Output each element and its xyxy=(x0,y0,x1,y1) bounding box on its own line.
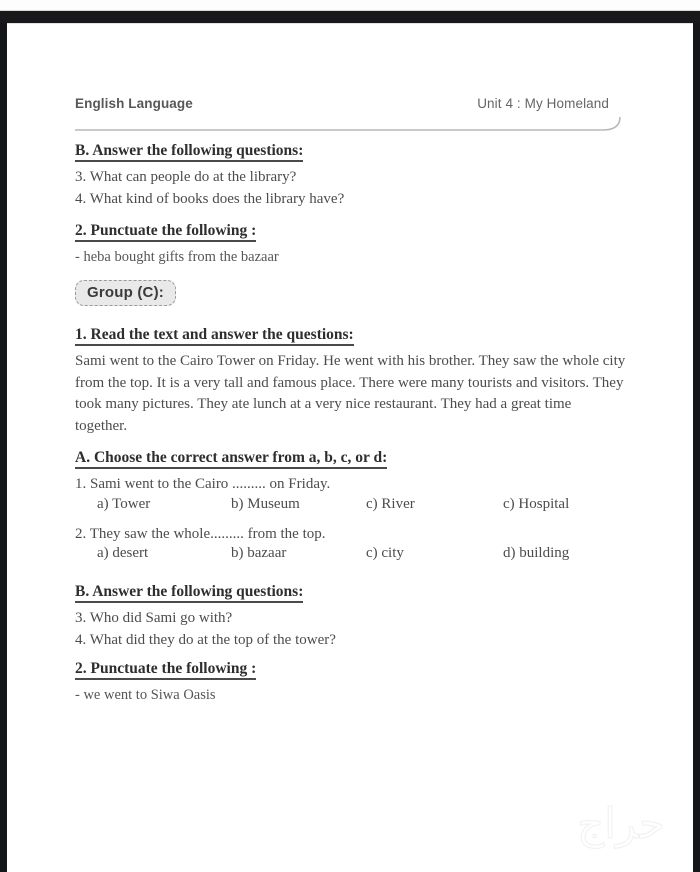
document-header xyxy=(75,96,627,126)
mcq-option[interactable]: c) Hospital xyxy=(503,495,570,512)
question-item: 3. What can people do at the library? xyxy=(75,169,297,186)
heading-punctuate-bottom-row xyxy=(75,660,635,680)
heading-choose-answer: A. Choose the correct answer from a, b, c, or d: xyxy=(75,449,387,469)
mcq-stem: 2. They saw the whole......... from the top. xyxy=(75,525,326,542)
question-item: 4. What kind of books does the library have? xyxy=(75,190,345,207)
heading-punctuate-top-row xyxy=(75,222,635,242)
mcq-option[interactable]: c) River xyxy=(366,495,415,512)
question-item: 3. Who did Sami go with? xyxy=(75,610,233,627)
punctuate-sentence-bottom: - we went to Siwa Oasis xyxy=(75,687,216,704)
heading-answer-questions-bottom-row xyxy=(75,583,635,603)
mcq-option[interactable]: b) bazaar xyxy=(231,544,287,561)
question-item: 4. What did they do at the top of the tower? xyxy=(75,631,336,648)
mcq-options-row xyxy=(75,545,635,567)
unit-title: Unit 4 : My Homeland xyxy=(477,96,609,111)
heading-answer-questions-top: B. Answer the following questions: xyxy=(75,142,303,162)
heading-answer-questions-top-row xyxy=(75,142,635,162)
heading-punctuate-top: 2. Punctuate the following : xyxy=(75,222,256,242)
mcq-option[interactable]: d) building xyxy=(503,544,570,561)
watermark-text: حراج xyxy=(577,799,665,848)
heading-read-text: 1. Read the text and answer the questions: xyxy=(75,326,354,346)
header-rule-bracket xyxy=(75,117,627,139)
group-badge-row xyxy=(75,280,635,306)
mcq-option[interactable]: c) city xyxy=(366,544,404,561)
mcq-stem: 1. Sami went to the Cairo ......... on Friday. xyxy=(75,476,331,493)
frame-top-strip xyxy=(0,0,700,11)
worksheet-page xyxy=(7,23,693,872)
worksheet-content xyxy=(75,142,635,706)
group-c-badge: Group (C): xyxy=(75,280,176,306)
frame-dark-band xyxy=(0,11,700,23)
heading-choose-answer-row xyxy=(75,449,635,469)
haraj-watermark-icon xyxy=(475,792,675,854)
heading-punctuate-bottom: 2. Punctuate the following : xyxy=(75,660,256,680)
subject-title: English Language xyxy=(75,96,193,111)
mcq-option[interactable]: a) desert xyxy=(97,544,149,561)
punctuate-sentence-top: - heba bought gifts from the bazaar xyxy=(75,249,279,266)
reading-passage: Sami went to the Cairo Tower on Friday. He went with his brother. They saw the whole city from the top. It is a very tall and famous place. There were many tourists and visitors. They took many pictures. They ate lunch at a very nice restaurant. They had a great time together. xyxy=(75,353,626,434)
heading-read-text-row xyxy=(75,326,635,346)
mcq-option[interactable]: a) Tower xyxy=(97,495,151,512)
mcq-options-row xyxy=(75,496,635,518)
heading-answer-questions-bottom: B. Answer the following questions: xyxy=(75,583,303,603)
mcq-option[interactable]: b) Museum xyxy=(231,495,300,512)
